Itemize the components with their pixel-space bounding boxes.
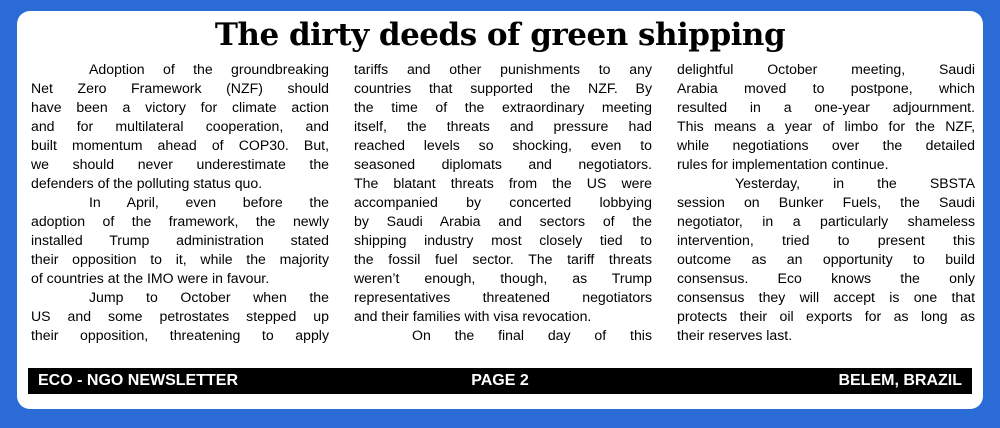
article-line: countries that supported the NZF. By: [354, 80, 652, 96]
article-line: the time of the extraordinary meeting: [354, 99, 652, 115]
article-line: resulted in a one-year adjournment.: [677, 99, 975, 115]
article-column-3: [677, 60, 975, 345]
article-line: session on Bunker Fuels, the Saudi: [677, 194, 975, 210]
article-line: Arabia moved to postpone, which: [677, 80, 975, 96]
article-line: seasoned diplomats and negotiators.: [354, 156, 652, 172]
article-line: In April, even before the: [89, 194, 329, 210]
article-line: their reserves last.: [677, 327, 793, 343]
article-line: representatives threatened negotiators: [354, 289, 652, 305]
article-line: built momentum ahead of COP30. But,: [31, 137, 329, 153]
article-line: adoption of the framework, the newly: [31, 213, 329, 229]
newsletter-page: [20, 14, 980, 406]
article-body: [31, 60, 975, 360]
article-line: while negotiations over the detailed: [677, 137, 975, 153]
article-line: protects their oil exports for as long as: [677, 308, 975, 324]
article-line: accompanied by concerted lobbying: [354, 194, 652, 210]
article-line: Jump to October when the: [89, 289, 329, 305]
article-title: The dirty deeds of green shipping: [214, 17, 786, 53]
article-line: installed Trump administration stated: [31, 232, 329, 248]
article-line: weren’t enough, though, as Trump: [354, 270, 652, 286]
article-line: The blatant threats from the US were: [354, 175, 652, 191]
article-line: by Saudi Arabia and sectors of the: [354, 213, 652, 229]
newsletter-footer: [28, 368, 972, 394]
article-line: intervention, tried to present this: [677, 232, 975, 248]
article-line: defenders of the polluting status quo.: [31, 175, 263, 191]
article-line: Yesterday, in the SBSTA: [735, 175, 975, 191]
article-line: reached levels so shocking, even to: [354, 137, 652, 153]
article-line: their opposition, threatening to apply: [31, 327, 329, 343]
article-line: delightful October meeting, Saudi: [677, 61, 975, 77]
article-line: outcome as an opportunity to build: [677, 251, 975, 267]
article-line: the fossil fuel sector. The tariff threats: [354, 251, 652, 267]
article-line: and their families with visa revocation.: [354, 308, 592, 324]
article-line: US and some petrostates stepped up: [31, 308, 329, 324]
article-line: their opposition to it, while the majority: [31, 251, 329, 267]
article-column-2: [354, 60, 652, 345]
article-line: On the final day of this: [412, 327, 652, 343]
article-line: rules for implementation continue.: [677, 156, 889, 172]
article-line: we should never underestimate the: [31, 156, 329, 172]
footer-publication-name: ECO - NGO NEWSLETTER: [38, 372, 238, 389]
article-line: negotiator, in a particularly shameless: [677, 213, 975, 229]
article-line: consensus they will accept is one that: [677, 289, 975, 305]
article-line: tariffs and other punishments to any: [354, 61, 652, 77]
article-line: shipping industry most closely tied to: [354, 232, 652, 248]
article-line: of countries at the IMO were in favour.: [31, 270, 270, 286]
article-line: This means a year of limbo for the NZF,: [677, 118, 975, 134]
article-line: have been a victory for climate action: [31, 99, 329, 115]
footer-page-number: PAGE 2: [471, 372, 529, 389]
article-line: consensus. Eco knows the only: [677, 270, 975, 286]
footer-location: BELEM, BRAZIL: [838, 372, 962, 389]
article-line: Adoption of the groundbreaking: [89, 61, 329, 77]
article-line: Net Zero Framework (NZF) should: [31, 80, 329, 96]
article-line: and for multilateral cooperation, and: [31, 118, 329, 134]
article-line: itself, the threats and pressure had: [354, 118, 652, 134]
article-column-1: [31, 60, 329, 345]
